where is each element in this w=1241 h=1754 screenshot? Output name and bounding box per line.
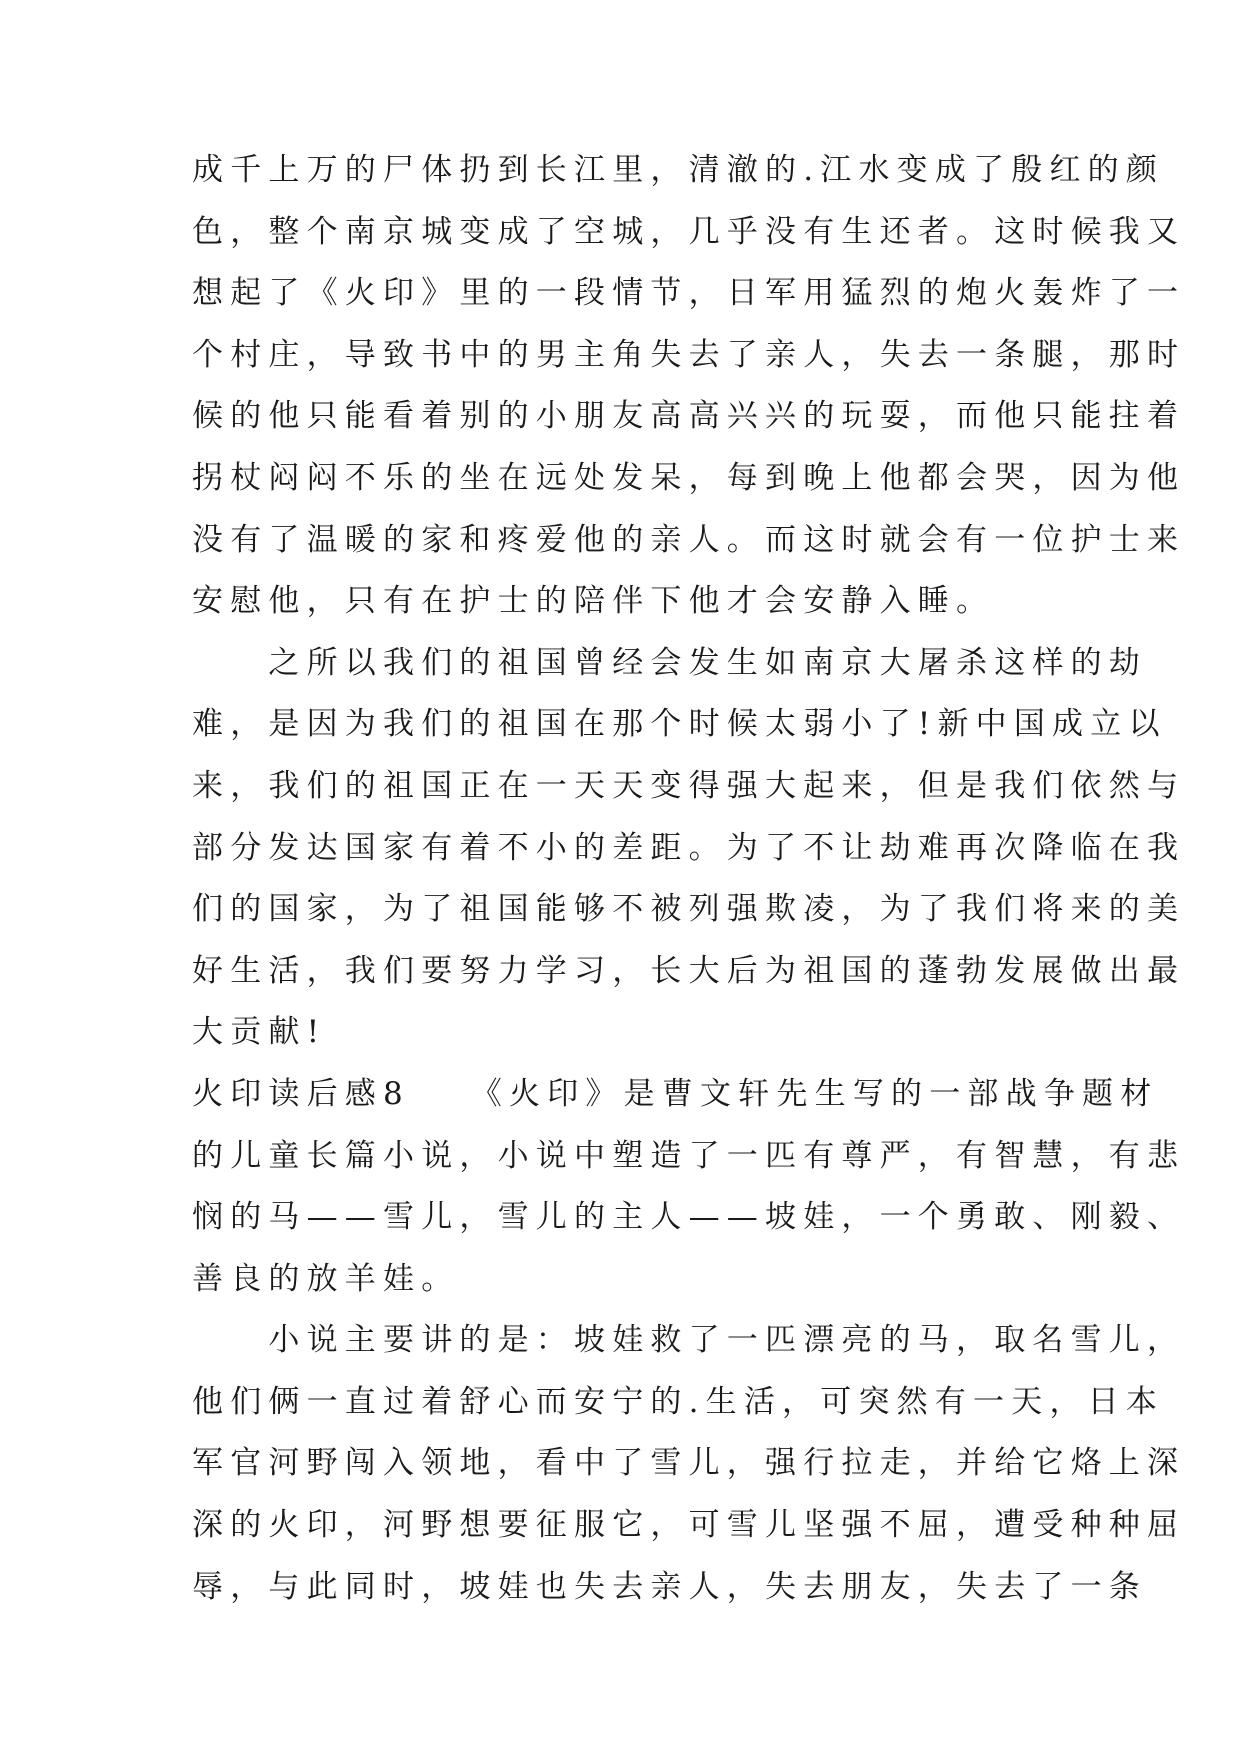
- text-line: 色，整个南京城变成了空城，几乎没有生还者。这时候我又: [192, 213, 1186, 250]
- text-line: 军官河野闯入领地，看中了雪儿，强行拉走，并给它烙上深: [192, 1445, 1186, 1482]
- text-line: 候的他只能看着别的小朋友高高兴兴的玩耍，而他只能拄着: [192, 398, 1186, 435]
- text-line: 没有了温暖的家和疼爱他的亲人。而这时就会有一位护士来: [192, 521, 1186, 558]
- text-line: 来，我们的祖国正在一天天变得强大起来，但是我们依然与: [192, 767, 1186, 804]
- body-text: [192, 140, 1186, 1618]
- text-line: 成千上万的尸体扔到长江里，清澈的.江水变成了殷红的颜: [192, 152, 1165, 188]
- text-line: 小说主要讲的是：坡娃救了一匹漂亮的马，取名雪儿，: [192, 1322, 1186, 1359]
- text-line: 火印读后感8 《火印》是曹文轩先生写的一部战争题材: [192, 1075, 1159, 1112]
- text-line: 的儿童长篇小说，小说中塑造了一匹有尊严，有智慧，有悲: [192, 1137, 1186, 1174]
- text-line: 拐杖闷闷不乐的坐在远处发呆，每到晚上他都会哭，因为他: [192, 459, 1186, 496]
- text-line: 善良的放羊娃。: [192, 1260, 460, 1297]
- text-line: 辱，与此同时，坡娃也失去亲人，失去朋友，失去了一条: [192, 1568, 1147, 1605]
- text-line: 好生活，我们要努力学习，长大后为祖国的蓬勃发展做出最: [192, 952, 1186, 989]
- text-line: 之所以我们的祖国曾经会发生如南京大屠杀这样的劫: [192, 644, 1147, 681]
- text-line: 难，是因为我们的祖国在那个时候太弱小了!新中国成立以: [192, 706, 1167, 743]
- text-line: 安慰他，只有在护士的陪伴下他才会安静入睡。: [192, 583, 995, 620]
- text-line: 个村庄，导致书中的男主角失去了亲人，失去一条腿，那时: [192, 336, 1186, 373]
- text-line: 们的国家，为了祖国能够不被列强欺凌，为了我们将来的美: [192, 891, 1186, 928]
- text-line: 大贡献!: [192, 1014, 327, 1051]
- text-line: 悯的马——雪儿，雪儿的主人——坡娃，一个勇敢、刚毅、: [192, 1199, 1186, 1236]
- text-line: 部分发达国家有着不小的差距。为了不让劫难再次降临在我: [192, 829, 1186, 866]
- text-line: 他们俩一直过着舒心而安宁的.生活，可突然有一天，日本: [192, 1383, 1165, 1420]
- text-line: 深的火印，河野想要征服它，可雪儿坚强不屈，遭受种种屈: [192, 1507, 1186, 1544]
- text-line: 想起了《火印》里的一段情节，日军用猛烈的炮火轰炸了一: [192, 275, 1186, 312]
